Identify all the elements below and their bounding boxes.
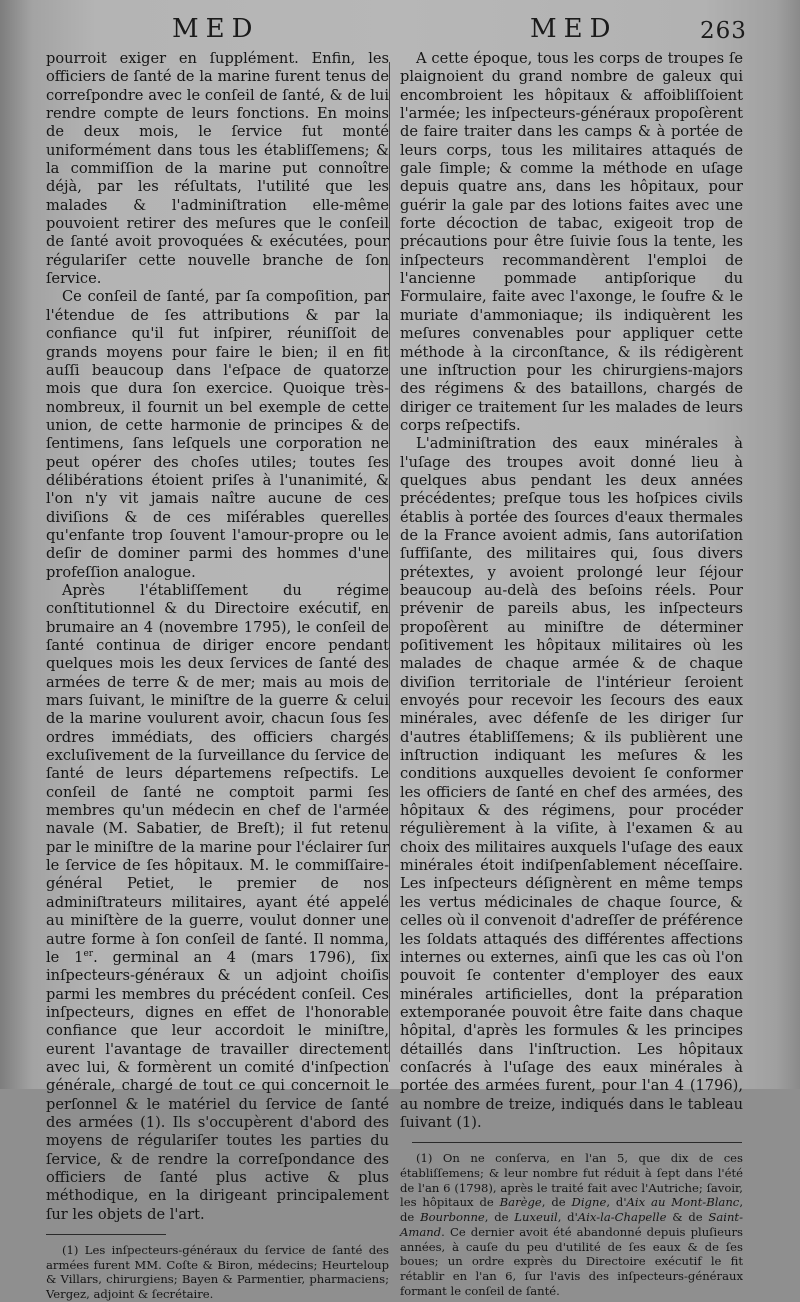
footnote [400,1151,743,1298]
footnote-text: , de [400,1195,743,1225]
paragraph: pourroit exiger en ſupplément. Enfin, les officiers de ſanté de la marine furent tenus de correſpondre avec le conſeil de ſanté, & de lui rendre compte de leurs fonctions. En moins de deux mois, le ſervice fut monté uniformément dans tous les établiſſemens; & la commiſſion de la marine put connoître déjà, par les réſultats, l'utilité que les malades & l'adminiſtration elle-même pouvoient retirer des meſures que le conſeil de ſanté avoit provoquées & exécutées, pour régulariſer cette nouvelle branche de ſon ſervice. [46,50,389,288]
footnote: (1) Les inſpecteurs-généraux du ſervice de ſanté des armées furent MM. Coſte & Biron, médecins; Heurteloup & Villars, chirurgiens; Bayen & Parmentier, pharmaciens; Vergez, adjoint & ſecrétaire. [46,1243,389,1302]
paragraph: A cette époque, tous les corps de troupes ſe plaignoient du grand nombre de galeux qui encombroient les hôpitaux & affoibliſſoient l'armée; les inſpecteurs-généraux propoſèrent de faire traiter dans les camps & à portée de leurs corps, tous les militaires attaqués de gale ſimple; & comme la méthode en uſage depuis quatre ans, dans les hôpitaux, pour guérir la gale par des lotions faites avec une forte décoction de tabac, exigeoit trop de précautions pour être ſuivie ſous la tente, les inſpecteurs recommandèrent l'emploi de l'ancienne pommade antipſorique du Formulaire, faite avec l'axonge, le ſoufre & le muriate d'ammoniaque; ils indiquèrent les meſures convenables pour appliquer cette méthode à la circonſtance, & ils rédigèrent une inſtruction pour les chirurgiens-majors des régimens & des bataillons, chargés de diriger ce traitement ſur les malades de leurs corps reſpectifs. [400,50,743,434]
place-name: Luxeuil [514,1210,558,1225]
page-number: 263 [700,18,747,44]
footnote-text: . Ce dernier avoit été abandonné depuis pluſieurs années, à cauſe du peu d'utilité de ſes eaux & de ſes boues; un ordre exprès du Directoire exécutif le fit rétablir en l'an 6, ſur l'avis des inſpecteurs-généraux formant le conſeil de ſanté. [400,1224,743,1298]
column-divider [389,62,390,1062]
paragraph: L'adminiſtration des eaux minérales à l'uſage des troupes avoit donné lieu à quelques abus pendant les deux années précédentes; preſque tous les hoſpices civils établis à portée des ſources d'eaux thermales de la France avoient admis, ſans autoriſation ſuffiſante, des militaires qui, ſous divers prétextes, y avoient prolongé leur ſéjour beaucoup au-delà des beſoins réels. Pour prévenir de pareils abus, les inſpecteurs propoſèrent au miniſtre de déterminer poſitivement les hôpitaux militaires où les malades de chaque armée & de chaque diviſion territoriale de l'intérieur ſeroient envoyés pour recevoir les ſecours des eaux minérales, avec défenſe de les diriger ſur d'autres établiſſemens; & ils publièrent une inſtruction indiquant les meſures & les conditions auxquelles devoient ſe conformer les officiers de ſanté en chef des armées, des hôpitaux & des régimens, pour procéder régulièrement à la viſite, à l'examen & au choix des militaires auxquels l'uſage des eaux minérales étoit indiſpenſablement néceſſaire. Les inſpecteurs déſignèrent en même temps les vertus médicinales de chaque ſource, & celles où il convenoit d'adreſſer de préférence les ſoldats attaqués des différentes affections internes ou externes, ainſi que les cas où l'on pouvoit ſe contenter d'employer des eaux minérales artificielles, dont la préparation extemporanée pouvoit être faite dans chaque hôpital, d'après les formules & les principes détaillés dans l'inſtruction. Les hôpitaux conſacrés à l'uſage des eaux minérales à portée des armées furent, pour l'an 4 (1796), au nombre de treize, indiqués dans le tableau ſuivant (1). [400,435,743,1131]
paragraph-text: . germinal an 4 (mars 1796), ſix inſpecteurs-généraux & un adjoint choiſis parmi les membres du précédent conſeil. Ces inſpecteurs, dignes en effet de l'honorable confiance que leur accordoit le miniſtre, eurent l'avantage de travailler directement avec lui, & formèrent un comité d'inſpection générale, chargé de tout ce qui concernoit le perſonnel & le matériel du ſervice de ſanté des armées (1). [46,948,389,1131]
footnote-text: (1) On ne conſerva, en l'an 5, que dix de ces établiſſemens; & leur nombre fut réduit à ſept dans l'été de l'an 6 (1798), après le traité fait avec l'Autriche; ſavoir, les hôpitaux de [400,1151,743,1210]
superscript: er [83,948,94,959]
running-head-right: MED [530,14,618,44]
footnote-rule [46,1234,166,1235]
place-name: Bourbonne [420,1210,485,1225]
place-name: Digne [571,1195,607,1210]
paragraph [46,582,389,1224]
footnote-rule [412,1142,742,1143]
footnote-text: & de [666,1210,709,1225]
place-name: Barège [499,1195,542,1210]
right-column [400,50,743,1298]
running-head-left: MED [172,14,260,44]
paragraph-text: Après l'établiſſement du régime conſtitutionnel & du Directoire exécutif, en brumaire an 4 (novembre 1795), le conſeil de ſanté continua de diriger encore pendant quelques mois les deux ſervices de ſanté des armées de terre & de mer; mais au mois de mars ſuivant, le miniſtre de la guerre & celui de la marine voulurent avoir, chacun ſous ſes ordres immédiats, des officiers chargés excluſivement de la ſurveillance du ſervice de ſanté de leurs départemens reſpectifs. Le conſeil de ſanté ne comptoit parmi ſes membres qu'un médecin en chef de l'armée navale (M. Sabatier, de Breſt); il fut retenu par le miniſtre de la marine pour l'éclairer ſur le ſervice de ſes hôpitaux. M. le commiſſaire-général Petiet, le premier de nos adminiſtrateurs militaires, ayant été appelé au miniſtère de la guerre, voulut donner une autre forme à ſon conſeil de ſanté. Il nomma, le 1 [46,581,389,966]
footnote-text: , d' [557,1210,578,1225]
place-name: Saint-Amand [400,1210,743,1239]
left-column [46,50,389,1302]
footnote-text: , d' [606,1195,627,1210]
place-name: Aix au Mont-Blanc [626,1195,740,1210]
footnote-text: , de [484,1210,515,1225]
paragraph: Ce conſeil de ſanté, par ſa compoſition, par l'étendue de ſes attributions & par la confiance qu'il fut inſpirer, réuniſſoit de grands moyens pour faire le bien; il en fit auſſi beaucoup dans l'eſpace de quatorze mois que dura ſon exercice. Quoique très-nombreux, il fournit un bel exemple de cette union, de cette harmonie de principes & de ſentimens, ſans leſquels une corporation ne peut opérer des choſes utiles; toutes ſes délibérations étoient priſes à l'unanimité, & l'on n'y vit jamais naître aucune de ces diviſions & de ces miſérables querelles qu'enfante trop ſouvent l'amour-propre ou le deſir de dominer parmi des hommes d'une profeſſion analogue. [46,288,389,581]
footnote-text: , de [541,1195,572,1210]
paragraph-text: Ils s'occupèrent d'abord des moyens de régulariſer toutes les parties du ſervice, & de rendre la correſpondance des officiers de ſanté plus active & plus méthodique, en la dirigeant principalement ſur les objets de l'art. [46,1113,390,1223]
place-name: Aix-la-Chapelle [577,1210,667,1225]
